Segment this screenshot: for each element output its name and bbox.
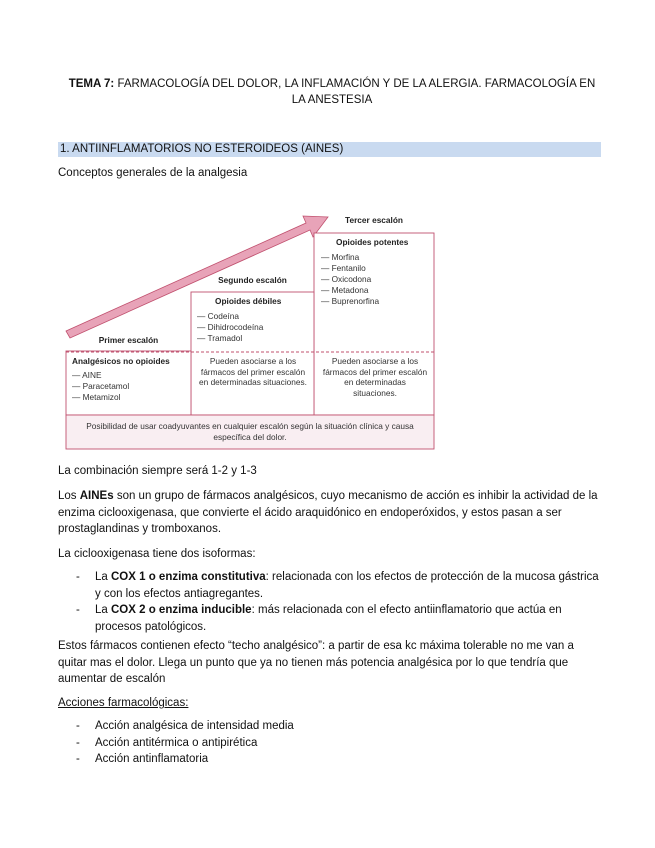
cox-pre: La (95, 604, 111, 616)
step1-title: Primer escalón (98, 335, 159, 345)
step2-item: — Dihidrocodeína (197, 322, 264, 332)
step3-item: — Buprenorfina (321, 296, 380, 306)
subheading: Conceptos generales de la analgesia (58, 167, 248, 179)
list-text: Acción antinflamatoria (95, 753, 209, 765)
step2-heading: Opioides débiles (215, 296, 282, 306)
list-item (58, 569, 603, 602)
list-dash: - (76, 720, 80, 732)
cox-post: : más relacionada con el efecto antiinflamatorio que actúa en procesos patológicos. (95, 604, 562, 633)
cox-intro: La ciclooxigenasa tiene dos isoformas: (58, 548, 256, 560)
list-text: Acción antitérmica o antipirética (95, 736, 258, 749)
list-item (58, 751, 603, 768)
acciones-heading: Acciones farmacológicas: (58, 697, 189, 709)
cox-post: : relacionada con los efectos de protección de la mucosa gástrica y con los efectos antiagregantes. (95, 571, 599, 600)
list-text (95, 569, 603, 602)
combination-text: La combinación siempre será 1-2 y 1-3 (58, 465, 257, 477)
aines-bold: AINEs (79, 490, 114, 502)
analgesic-ladder-diagram (60, 205, 442, 453)
acciones-list (58, 718, 603, 768)
aines-post: son un grupo de fármacos analgésicos, cuyo mecanismo de acción es inhibir la actividad de la enzima ciclooxigenasa, que convierte el ácido araquidónico en endoperóxidos, y estos pasan a ser prostaglandinas y tromboxanos. (58, 490, 598, 535)
page-title (62, 76, 602, 108)
cox-bold: COX 1 o enzima constitutiva (111, 571, 266, 583)
list-dash: - (76, 753, 80, 765)
step2-title: Segundo escalón (218, 275, 287, 285)
list-dash: - (76, 571, 80, 583)
title-text: FARMACOLOGÍA DEL DOLOR, LA INFLAMACIÓN Y DE LA ALERGIA. FARMACOLOGÍA EN LA ANESTESIA (114, 78, 596, 106)
aines-pre: Los (58, 490, 80, 502)
step1-item: — Metamizol (72, 392, 121, 402)
step2-note: Pueden asociarse a los fármacos del primer escalón en determinadas situaciones. (199, 356, 307, 387)
step1-item: — Paracetamol (72, 381, 130, 391)
step1-heading: Analgésicos no opioides (72, 356, 170, 366)
step3-item: — Oxicodona (321, 274, 372, 284)
list-text (95, 602, 603, 635)
section-heading: 1. ANTIINFLAMATORIOS NO ESTEROIDEOS (AINES) (58, 142, 601, 157)
list-item (58, 718, 603, 735)
cox-pre: La (95, 571, 111, 583)
step2-item: — Tramadol (197, 333, 243, 343)
step3-title: Tercer escalón (345, 215, 403, 225)
footer-note: Posibilidad de usar coadyuvantes en cualquier escalón según la situación clínica y causa específica del dolor. (86, 421, 414, 442)
step3-item: — Metadona (321, 285, 369, 295)
aines-paragraph (58, 488, 603, 538)
list-item (58, 602, 603, 635)
list-item (58, 735, 603, 752)
list-dash: - (76, 604, 80, 616)
techo-paragraph: Estos fármacos contienen efecto “techo analgésico”: a partir de esa kc máxima tolerable no me van a quitar mas el dolor. Llega un punto que ya no tienen más potencia analgésica por lo que tendría que aumentar de escalón (58, 640, 574, 685)
cox-bold: COX 2 o enzima inducible (111, 604, 252, 616)
title-label: TEMA 7: (68, 78, 115, 90)
cox-list (58, 569, 603, 635)
step3-item: — Morfina (321, 252, 360, 262)
list-dash: - (76, 736, 80, 749)
list-text: Acción analgésica de intensidad media (95, 720, 294, 732)
step3-item: — Fentanilo (321, 263, 366, 273)
step3-note: Pueden asociarse a los fármacos del primer escalón en determinadas situaciones. (322, 356, 428, 398)
step1-item: — AINE (72, 370, 102, 380)
step2-item: — Codeína (197, 311, 239, 321)
step3-heading: Opioides potentes (336, 237, 409, 247)
